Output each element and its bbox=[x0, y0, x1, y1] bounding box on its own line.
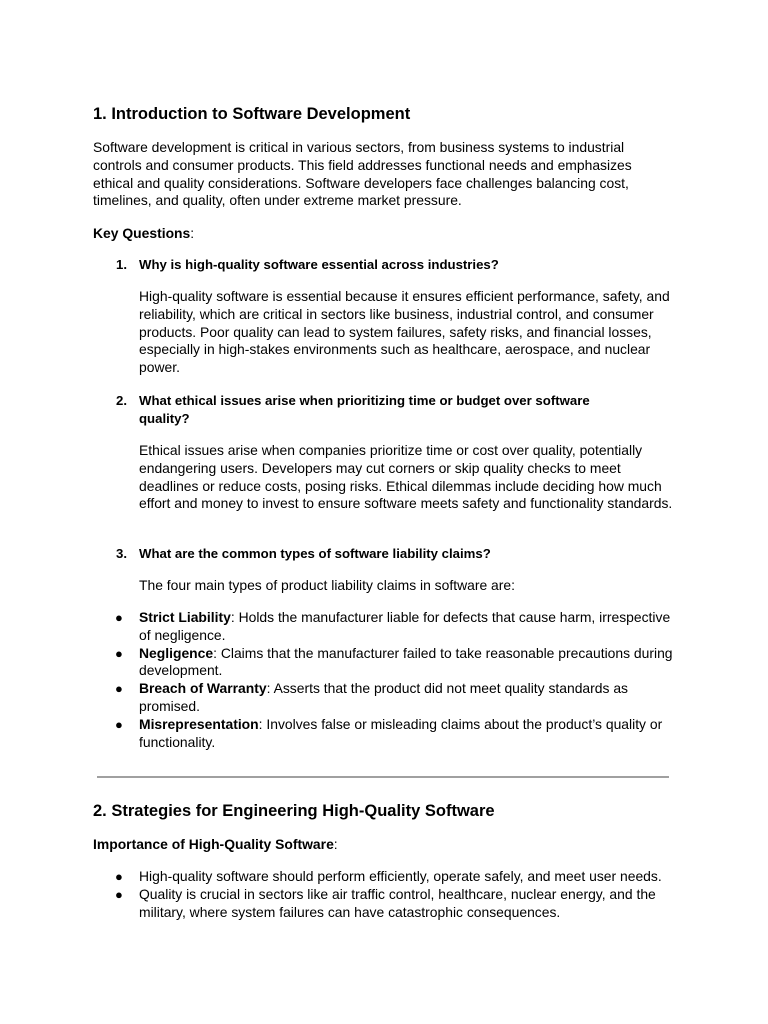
bullet-icon: ● bbox=[115, 869, 123, 884]
claim-text: : Asserts that the product did not meet quality standards as promised. bbox=[139, 680, 628, 714]
key-questions-colon: : bbox=[190, 225, 195, 241]
question-1-number: 1. bbox=[116, 257, 127, 272]
bullet-icon: ● bbox=[115, 716, 123, 732]
importance-heading bbox=[93, 836, 338, 854]
answer-2: Ethical issues arise when companies prioritize time or cost over quality, potentially endangering users. Developers may cut corners or skip quality checks to meet deadlines or reduce costs, posing risks. Ethical dilemmas include deciding how much effort and money to invest to ensure software meets safety and functionality standards. bbox=[139, 442, 673, 512]
bullet-icon: ● bbox=[115, 610, 123, 625]
question-2: What ethical issues arise when prioritizing time or budget over software quality? bbox=[139, 393, 590, 426]
claim-text: : Involves false or misleading claims about the product’s quality or functionality. bbox=[139, 715, 663, 750]
bullet-icon: ● bbox=[115, 681, 123, 697]
bullet-icon: ● bbox=[115, 886, 123, 902]
list-item bbox=[93, 609, 683, 645]
list-item bbox=[93, 886, 683, 922]
question-1: Why is high-quality software essential across industries? bbox=[139, 257, 499, 272]
question-3-number: 3. bbox=[116, 546, 127, 561]
answer-3: The four main types of product liability claims in software are: bbox=[139, 577, 515, 593]
importance-list bbox=[93, 868, 683, 921]
question-2-number: 2. bbox=[116, 393, 127, 408]
question-3: What are the common types of software liability claims? bbox=[139, 546, 491, 561]
importance-label: Importance of High-Quality Software bbox=[93, 836, 334, 852]
section-1-intro: Software development is critical in various sectors, from business systems to industrial controls and consumer products. This field addresses functional needs and emphasizes ethical and quality considerations. Software developers face challenges balancing cost, timelines, and quality, often under extreme market pressure. bbox=[93, 139, 632, 209]
claim-term: Negligence bbox=[139, 644, 214, 661]
importance-bullet-text: High-quality software should perform efficiently, operate safely, and meet user needs. bbox=[139, 868, 662, 884]
claim-term: Breach of Warranty bbox=[139, 680, 267, 697]
claim-term: Strict Liability bbox=[139, 609, 231, 625]
list-item bbox=[93, 645, 683, 681]
section-2-title: 2. Strategies for Engineering High-Quality Software bbox=[93, 802, 495, 820]
claim-text: : Holds the manufacturer liable for defects that cause harm, irrespective of negligence. bbox=[139, 609, 671, 643]
key-questions-heading bbox=[93, 225, 194, 243]
importance-bullet-text: Quality is crucial in sectors like air traffic control, healthcare, nuclear energy, and the military, where system failures can have catastrophic consequences. bbox=[139, 885, 656, 920]
answer-1: High-quality software is essential because it ensures efficient performance, safety, and reliability, which are critical in sectors like business, industrial control, and consumer products. Poor quality can lead to system failures, safety risks, and financial losses, especially in high-stakes environments such as healthcare, aerospace, and nuclear power. bbox=[139, 288, 670, 376]
key-questions-label: Key Questions bbox=[93, 225, 191, 241]
list-item bbox=[93, 868, 683, 886]
list-item bbox=[93, 680, 683, 716]
claim-term: Misrepresentation bbox=[139, 715, 259, 732]
claim-text: : Claims that the manufacturer failed to take reasonable precautions during development. bbox=[139, 644, 673, 679]
liability-claims-list bbox=[93, 609, 683, 751]
list-item bbox=[93, 716, 683, 752]
horizontal-divider bbox=[97, 776, 669, 778]
bullet-icon: ● bbox=[115, 645, 123, 661]
section-1-title: 1. Introduction to Software Development bbox=[93, 105, 411, 123]
importance-colon: : bbox=[333, 836, 338, 852]
